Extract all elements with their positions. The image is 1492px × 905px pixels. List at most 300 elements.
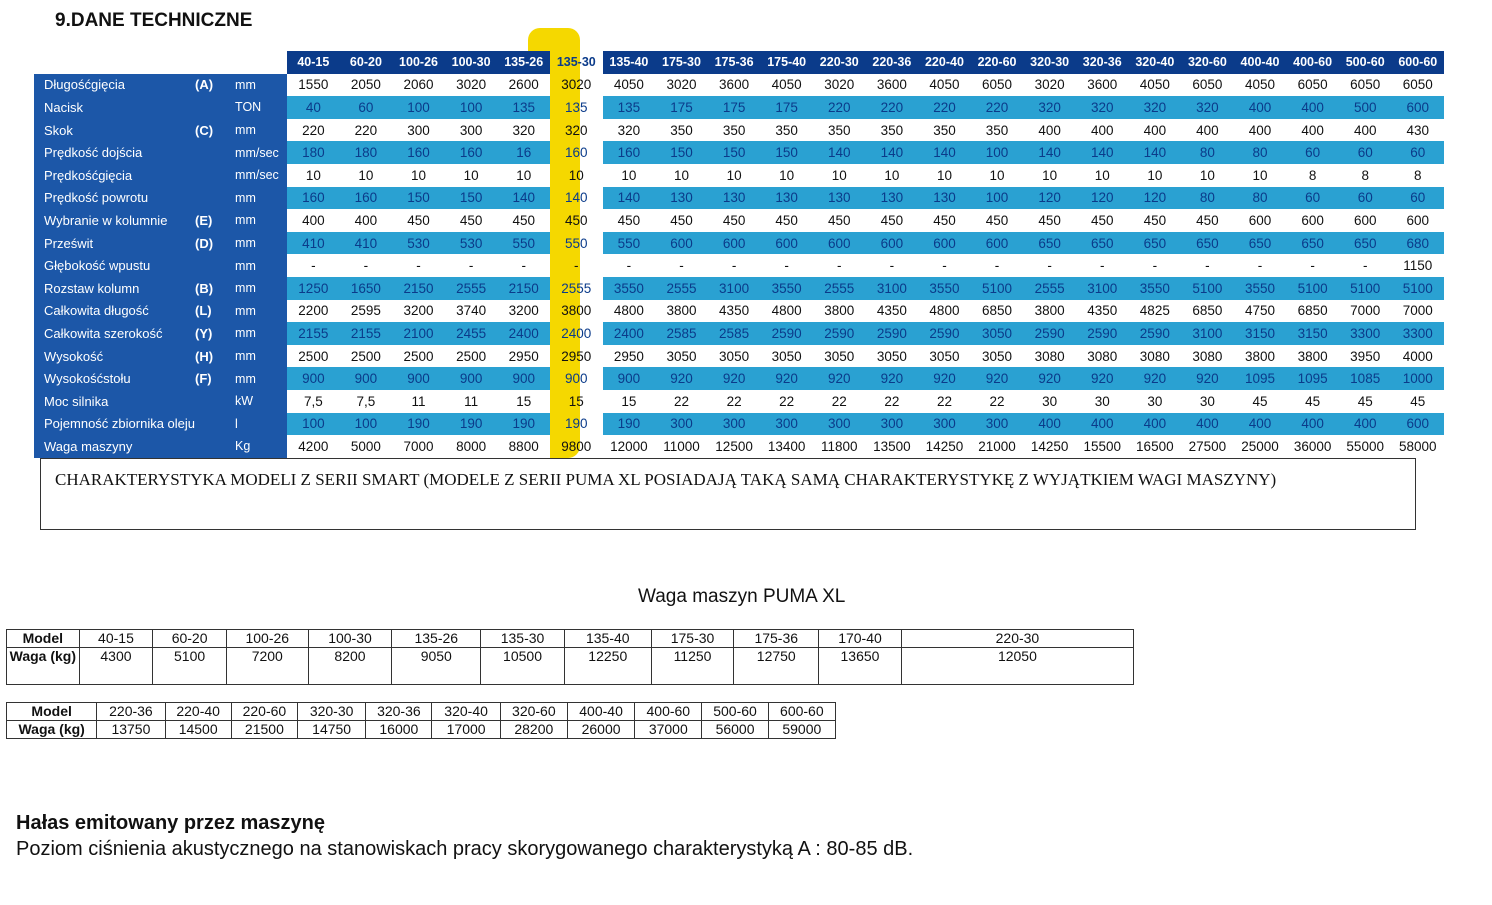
spec-cell: 4200: [287, 435, 340, 458]
spec-cell: 3600: [1076, 74, 1129, 97]
spec-cell: -: [918, 254, 971, 277]
spec-cell: 220: [918, 96, 971, 119]
spec-cell: 135: [497, 96, 550, 119]
spec-cell: 6850: [1286, 300, 1339, 323]
spec-row: [34, 322, 1444, 345]
spec-cell: 450: [813, 209, 866, 232]
spec-row-symbol: (A): [195, 74, 235, 97]
spec-cell: 1650: [340, 277, 393, 300]
spec-cell: 60: [1392, 141, 1445, 164]
spec-cell: 140: [565, 190, 588, 206]
spec-cell: 180: [340, 141, 393, 164]
spec-cell: 450: [918, 209, 971, 232]
spec-model-header: 135-40: [603, 51, 656, 74]
puma-row-label: Waga (kg): [7, 648, 80, 685]
spec-model-header: 175-40: [760, 51, 813, 74]
spec-cell: 140: [603, 187, 656, 210]
spec-row: [34, 164, 1444, 187]
spec-cell: 680: [1392, 232, 1445, 255]
spec-cell: 2590: [866, 322, 919, 345]
spec-cell: 22: [866, 390, 919, 413]
spec-cell: -: [497, 254, 550, 277]
spec-cell: 8: [1339, 164, 1392, 187]
spec-header-row: [34, 51, 1444, 74]
spec-cell: 190: [445, 413, 498, 436]
spec-cell: 2950: [497, 345, 550, 368]
spec-cell: 600: [971, 232, 1024, 255]
puma-cell: 175-36: [734, 630, 819, 648]
spec-cell: 1150: [1392, 254, 1445, 277]
spec-cell: 2155: [287, 322, 340, 345]
puma-cell: 600-60: [768, 703, 835, 721]
spec-cell: 15: [603, 390, 656, 413]
spec-row-unit: mm: [235, 322, 287, 345]
spec-cell: -: [760, 254, 813, 277]
spec-cell: 3020: [561, 77, 592, 93]
spec-cell: 300: [866, 413, 919, 436]
spec-cell: 2500: [340, 345, 393, 368]
spec-cell: 3550: [760, 277, 813, 300]
spec-cell: 350: [708, 119, 761, 142]
spec-cell: 400: [1339, 119, 1392, 142]
spec-row: [34, 187, 1444, 210]
spec-row-unit: mm: [235, 119, 287, 142]
spec-cell: 3020: [1023, 74, 1076, 97]
spec-cell: 3100: [866, 277, 919, 300]
spec-cell: 3080: [1076, 345, 1129, 368]
spec-cell: -: [287, 254, 340, 277]
puma-row-label: Model: [7, 630, 80, 648]
spec-row-unit: mm/sec: [235, 141, 287, 164]
spec-cell: -: [1234, 254, 1287, 277]
spec-cell: 920: [1129, 367, 1182, 390]
spec-cell: 13400: [760, 435, 813, 458]
spec-cell: 13500: [866, 435, 919, 458]
spec-cell: 4050: [760, 74, 813, 97]
puma-cell: 12250: [564, 648, 651, 685]
spec-cell: 100: [340, 413, 393, 436]
spec-cell: 3050: [971, 345, 1024, 368]
spec-cell: 8: [1286, 164, 1339, 187]
spec-cell: 140: [918, 141, 971, 164]
spec-row-label: Rozstaw kolumn: [34, 277, 195, 300]
spec-model-header: 40-15: [287, 51, 340, 74]
spec-cell: 450: [603, 209, 656, 232]
spec-cell: 2400: [603, 322, 656, 345]
spec-cell: 11800: [813, 435, 866, 458]
spec-cell: 650: [1339, 232, 1392, 255]
spec-row-unit: Kg: [235, 435, 287, 458]
spec-cell: -: [1181, 254, 1234, 277]
spec-row: [34, 367, 1444, 390]
spec-cell: 80: [1181, 141, 1234, 164]
spec-cell: 45: [1234, 390, 1287, 413]
puma-cell: 4300: [79, 648, 153, 685]
spec-cell: 180: [287, 141, 340, 164]
spec-cell: 3150: [1234, 322, 1287, 345]
spec-cell: 220: [287, 119, 340, 142]
puma-cell: 12750: [734, 648, 819, 685]
spec-row-unit: mm: [235, 345, 287, 368]
spec-cell: 5100: [1181, 277, 1234, 300]
spec-row-label: Całkowita szerokość: [34, 322, 195, 345]
spec-cell: 10: [760, 164, 813, 187]
spec-cell: 600: [918, 232, 971, 255]
puma-cell: 320-60: [500, 703, 567, 721]
spec-cell: 80: [1234, 187, 1287, 210]
spec-cell: 10: [568, 167, 584, 183]
spec-row-symbol: [195, 435, 235, 458]
spec-cell: 140: [866, 141, 919, 164]
spec-cell: 2150: [392, 277, 445, 300]
spec-cell: 150: [708, 141, 761, 164]
spec-cell: 100: [392, 96, 445, 119]
spec-cell: 600: [655, 232, 708, 255]
spec-cell: 650: [1234, 232, 1287, 255]
spec-cell: 2555: [813, 277, 866, 300]
spec-cell: 190: [392, 413, 445, 436]
spec-cell: 2595: [340, 300, 393, 323]
spec-cell: 450: [760, 209, 813, 232]
puma-cell: 5100: [153, 648, 227, 685]
spec-row-symbol: (B): [195, 277, 235, 300]
spec-cell: 530: [445, 232, 498, 255]
spec-row-unit: mm: [235, 187, 287, 210]
spec-cell: 160: [565, 145, 588, 161]
puma-cell: 400-40: [567, 703, 634, 721]
spec-cell: -: [866, 254, 919, 277]
puma-cell: 135-40: [564, 630, 651, 648]
spec-row-label: Głębokość wpustu: [34, 254, 195, 277]
spec-model-header: 320-40: [1129, 51, 1182, 74]
spec-cell: -: [445, 254, 498, 277]
spec-cell: 600: [1392, 209, 1445, 232]
spec-cell: 22: [971, 390, 1024, 413]
spec-cell: 3800: [561, 303, 592, 319]
spec-cell: 6050: [1181, 74, 1234, 97]
spec-cell: 6050: [1339, 74, 1392, 97]
spec-cell: 3150: [1286, 322, 1339, 345]
spec-cell: 175: [655, 96, 708, 119]
spec-cell: 175: [760, 96, 813, 119]
spec-cell: 45: [1286, 390, 1339, 413]
spec-row-label: Prędkość powrotu: [34, 187, 195, 210]
spec-cell: -: [340, 254, 393, 277]
spec-cell: 140: [813, 141, 866, 164]
spec-row: [34, 209, 1444, 232]
puma-row-label: Model: [7, 703, 97, 721]
spec-cell: 2590: [760, 322, 813, 345]
puma-cell: 13750: [97, 721, 165, 739]
spec-row-label: Wybranie w kolumnie: [34, 209, 195, 232]
spec-row-symbol: [195, 187, 235, 210]
spec-cell: 3080: [1181, 345, 1234, 368]
spec-cell: 4750: [1234, 300, 1287, 323]
spec-cell: 320: [565, 122, 588, 138]
spec-cell: 410: [287, 232, 340, 255]
spec-row-label: Wysokość: [34, 345, 195, 368]
spec-cell: 1250: [287, 277, 340, 300]
spec-cell: 5100: [1339, 277, 1392, 300]
spec-row-symbol: [195, 164, 235, 187]
puma-weights-title: Waga maszyn PUMA XL: [638, 586, 846, 607]
puma-cell: 7200: [226, 648, 308, 685]
spec-cell: 2585: [708, 322, 761, 345]
spec-cell: 450: [392, 209, 445, 232]
spec-cell: 450: [497, 209, 550, 232]
spec-row-symbol: [195, 390, 235, 413]
spec-cell: 100: [971, 187, 1024, 210]
spec-cell: 130: [866, 187, 919, 210]
spec-cell: 920: [760, 367, 813, 390]
spec-cell: 300: [655, 413, 708, 436]
spec-cell: 4800: [918, 300, 971, 323]
spec-cell: -: [1129, 254, 1182, 277]
spec-cell: 400: [1181, 119, 1234, 142]
spec-cell: 10: [497, 164, 550, 187]
spec-cell: 3050: [918, 345, 971, 368]
spec-cell: 160: [445, 141, 498, 164]
spec-cell: -: [603, 254, 656, 277]
spec-row: [34, 277, 1444, 300]
puma-cell: 10500: [481, 648, 565, 685]
spec-row-label: Długośćgięcia: [34, 74, 195, 97]
puma-cell: 400-60: [635, 703, 702, 721]
spec-cell: 160: [392, 141, 445, 164]
spec-cell: 400: [1076, 119, 1129, 142]
spec-cell: 400: [1234, 119, 1287, 142]
spec-cell: 21000: [971, 435, 1024, 458]
spec-cell: 14250: [1023, 435, 1076, 458]
spec-cell: 600: [1392, 96, 1445, 119]
spec-cell: 300: [445, 119, 498, 142]
spec-row-symbol: (C): [195, 119, 235, 142]
spec-cell: 920: [918, 367, 971, 390]
spec-cell: 100: [445, 96, 498, 119]
spec-model-header: 220-30: [813, 51, 866, 74]
spec-cell: 400: [1023, 119, 1076, 142]
spec-cell: 120: [1076, 187, 1129, 210]
spec-row-unit: TON: [235, 96, 287, 119]
spec-cell: 400: [1129, 119, 1182, 142]
spec-cell: 2200: [287, 300, 340, 323]
spec-cell: 3800: [1023, 300, 1076, 323]
spec-cell: 16500: [1129, 435, 1182, 458]
spec-cell: 450: [1129, 209, 1182, 232]
spec-row: [34, 435, 1444, 458]
spec-cell: 4350: [1076, 300, 1129, 323]
puma-cell: 14750: [298, 721, 366, 739]
spec-model-header: 220-36: [866, 51, 919, 74]
spec-cell: 2455: [445, 322, 498, 345]
spec-cell: 190: [565, 416, 588, 432]
spec-cell: 430: [1392, 119, 1445, 142]
spec-cell: 120: [1023, 187, 1076, 210]
puma-cell: 13650: [819, 648, 902, 685]
spec-cell: 3020: [655, 74, 708, 97]
spec-cell: 4050: [1129, 74, 1182, 97]
spec-cell: 600: [760, 232, 813, 255]
spec-row-symbol: (L): [195, 300, 235, 323]
spec-model-header: 220-60: [971, 51, 1024, 74]
spec-cell: 3800: [655, 300, 708, 323]
spec-cell: 60: [1339, 187, 1392, 210]
spec-cell: 900: [445, 367, 498, 390]
spec-cell: 4050: [918, 74, 971, 97]
spec-cell: 7,5: [287, 390, 340, 413]
puma-cell: 500-60: [702, 703, 768, 721]
spec-row-label: Wysokośćstołu: [34, 367, 195, 390]
puma-cell: 12050: [901, 648, 1133, 685]
spec-row: [34, 413, 1444, 436]
spec-cell: 600: [1392, 413, 1445, 436]
spec-model-header: 600-60: [1392, 51, 1445, 74]
spec-cell: 300: [813, 413, 866, 436]
spec-cell: -: [655, 254, 708, 277]
spec-cell: 4050: [1234, 74, 1287, 97]
spec-cell: 600: [1339, 209, 1392, 232]
spec-cell: 27500: [1181, 435, 1234, 458]
spec-cell: 10: [1023, 164, 1076, 187]
spec-cell: 135: [603, 96, 656, 119]
spec-row-label: Całkowita długość: [34, 300, 195, 323]
spec-cell: 450: [565, 212, 588, 228]
spec-cell: 650: [1181, 232, 1234, 255]
spec-cell: 400: [1129, 413, 1182, 436]
spec-cell: 450: [655, 209, 708, 232]
spec-cell: 6850: [1181, 300, 1234, 323]
spec-cell: 600: [708, 232, 761, 255]
spec-row-unit: mm: [235, 232, 287, 255]
spec-model-header: 320-36: [1076, 51, 1129, 74]
spec-cell: 7000: [1339, 300, 1392, 323]
spec-row-symbol: (H): [195, 345, 235, 368]
spec-row-symbol: [195, 96, 235, 119]
spec-cell: 400: [1076, 413, 1129, 436]
spec-cell: 2585: [655, 322, 708, 345]
spec-cell: 60: [1286, 187, 1339, 210]
spec-cell: 2590: [1076, 322, 1129, 345]
spec-cell: 30: [1129, 390, 1182, 413]
spec-cell: 3950: [1339, 345, 1392, 368]
spec-cell: 130: [708, 187, 761, 210]
spec-model-header: 175-36: [708, 51, 761, 74]
puma-cell: 37000: [635, 721, 702, 739]
spec-row-unit: mm: [235, 277, 287, 300]
spec-cell: 160: [340, 187, 393, 210]
spec-cell: 5000: [340, 435, 393, 458]
spec-cell: 220: [813, 96, 866, 119]
puma-cell: 21500: [231, 721, 297, 739]
spec-cell: 400: [1234, 413, 1287, 436]
spec-row: [34, 345, 1444, 368]
spec-cell: 3020: [445, 74, 498, 97]
spec-model-header: 400-40: [1234, 51, 1287, 74]
spec-cell: 2555: [1023, 277, 1076, 300]
spec-cell: 2555: [655, 277, 708, 300]
spec-cell: 400: [340, 209, 393, 232]
puma-cell: 28200: [500, 721, 567, 739]
spec-cell: 400: [1286, 119, 1339, 142]
puma-cell: 40-15: [79, 630, 153, 648]
spec-cell: -: [1023, 254, 1076, 277]
spec-cell: 15: [568, 393, 584, 409]
spec-row-symbol: (Y): [195, 322, 235, 345]
spec-cell: 2500: [445, 345, 498, 368]
spec-row-label: Skok: [34, 119, 195, 142]
spec-cell: 150: [392, 187, 445, 210]
spec-cell: 450: [708, 209, 761, 232]
spec-cell: 320: [497, 119, 550, 142]
spec-row-label: Waga maszyny: [34, 435, 195, 458]
spec-cell: 550: [565, 235, 588, 251]
spec-cell: 5100: [1286, 277, 1339, 300]
spec-cell: 10: [918, 164, 971, 187]
spec-cell: 22: [918, 390, 971, 413]
spec-cell: 6050: [1392, 74, 1445, 97]
puma-cell: 135-26: [392, 630, 481, 648]
spec-cell: 2155: [340, 322, 393, 345]
spec-cell: 600: [866, 232, 919, 255]
spec-cell: 2100: [392, 322, 445, 345]
spec-model-header: 175-30: [655, 51, 708, 74]
spec-cell: 400: [1234, 96, 1287, 119]
spec-row: [34, 254, 1444, 277]
spec-row-label: Moc silnika: [34, 390, 195, 413]
spec-cell: 4350: [866, 300, 919, 323]
spec-cell: 650: [1286, 232, 1339, 255]
spec-cell: 920: [866, 367, 919, 390]
spec-cell: 12000: [603, 435, 656, 458]
spec-cell: 160: [603, 141, 656, 164]
spec-cell: 10: [708, 164, 761, 187]
spec-cell: 220: [971, 96, 1024, 119]
puma-cell: 220-60: [231, 703, 297, 721]
spec-row-unit: mm/sec: [235, 164, 287, 187]
spec-row-label: Pojemność zbiornika oleju: [34, 413, 195, 436]
spec-cell: 190: [603, 413, 656, 436]
puma-cell: 220-40: [165, 703, 231, 721]
spec-cell: -: [1339, 254, 1392, 277]
spec-model-header: 60-20: [340, 51, 393, 74]
spec-cell: 45: [1392, 390, 1445, 413]
spec-cell: 3550: [1129, 277, 1182, 300]
puma-cell: 8200: [308, 648, 392, 685]
spec-cell: 4800: [603, 300, 656, 323]
puma-cell: 135-30: [481, 630, 565, 648]
spec-cell: 11: [392, 390, 445, 413]
spec-cell: 3050: [708, 345, 761, 368]
spec-cell: 900: [287, 367, 340, 390]
spec-row-symbol: [195, 254, 235, 277]
spec-cell: 10: [445, 164, 498, 187]
spec-cell: 2555: [445, 277, 498, 300]
spec-cell: 7,5: [340, 390, 393, 413]
spec-cell: 2555: [561, 280, 592, 296]
puma-model-row: [7, 703, 836, 721]
spec-cell: 6850: [971, 300, 1024, 323]
spec-cell: -: [708, 254, 761, 277]
spec-row-unit: mm: [235, 300, 287, 323]
spec-cell: 150: [655, 141, 708, 164]
puma-cell: 56000: [702, 721, 768, 739]
spec-cell: 3300: [1339, 322, 1392, 345]
spec-cell: 10: [392, 164, 445, 187]
spec-cell: 4050: [603, 74, 656, 97]
spec-cell: -: [813, 254, 866, 277]
spec-row: [34, 74, 1444, 97]
spec-cell: 3050: [655, 345, 708, 368]
